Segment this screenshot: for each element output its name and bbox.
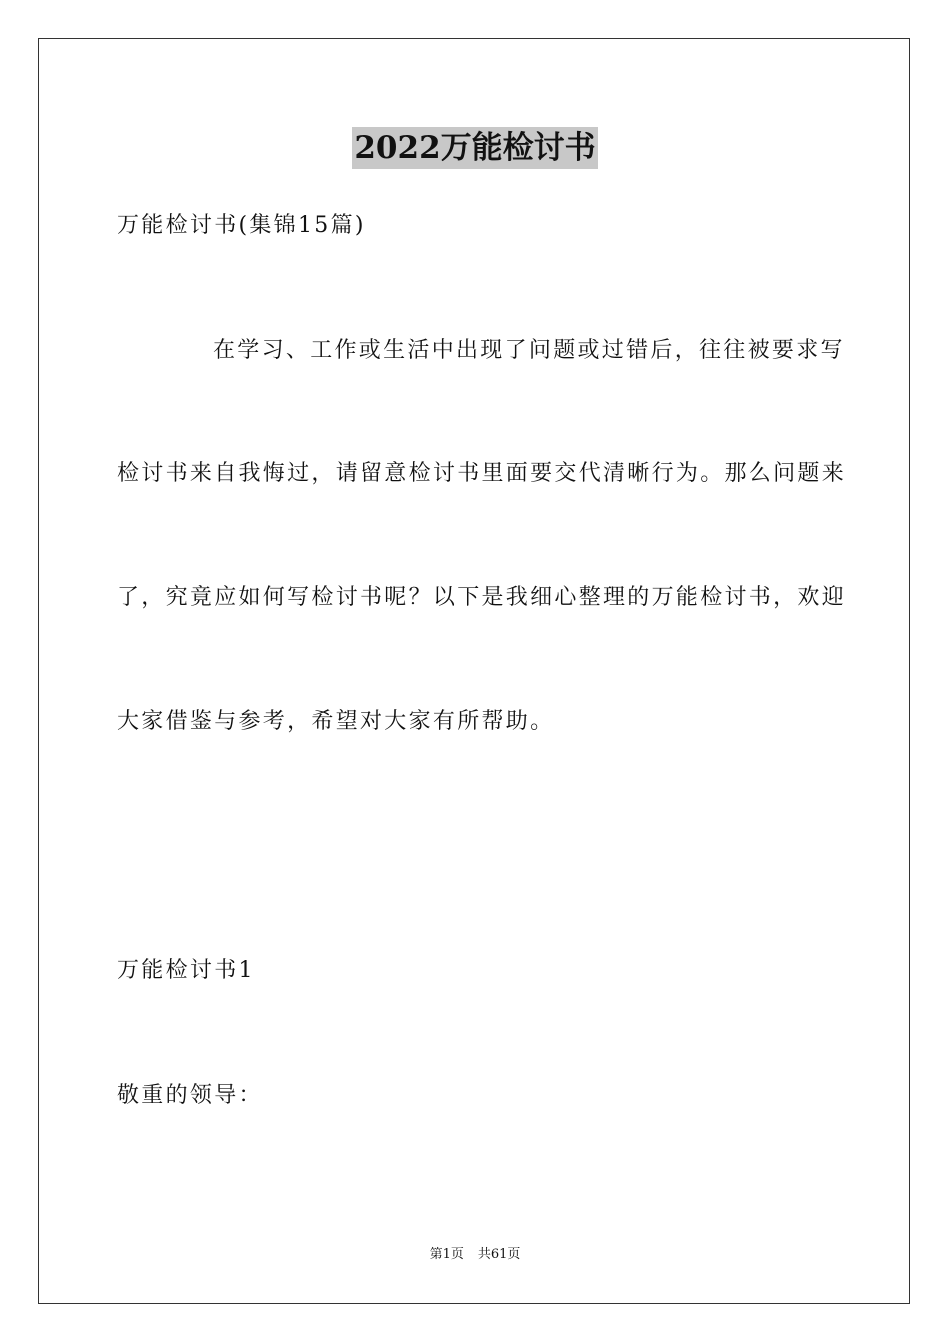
document-title: 2022万能检讨书 xyxy=(352,127,597,169)
paragraph-line: 了，究竟应如何写检讨书呢？以下是我细心整理的万能检讨书，欢迎 xyxy=(117,585,847,610)
paragraph-line: 大家借鉴与参考，希望对大家有所帮助。 xyxy=(117,709,555,734)
paragraph-line: 在学习、工作或生活中出现了问题或过错后，往往被要求写 xyxy=(213,338,845,363)
page-number: 第1页 xyxy=(429,1247,464,1262)
section-heading: 万能检讨书1 xyxy=(117,958,255,983)
paragraph-line: 检讨书来自我悔过，请留意检讨书里面要交代清晰行为。那么问题来 xyxy=(117,461,847,486)
page-footer xyxy=(0,1246,950,1264)
salutation: 敬重的领导： xyxy=(117,1083,263,1108)
total-pages: 共61页 xyxy=(477,1247,521,1262)
document-subtitle: 万能检讨书(集锦15篇) xyxy=(117,213,366,238)
title-container xyxy=(0,127,950,169)
